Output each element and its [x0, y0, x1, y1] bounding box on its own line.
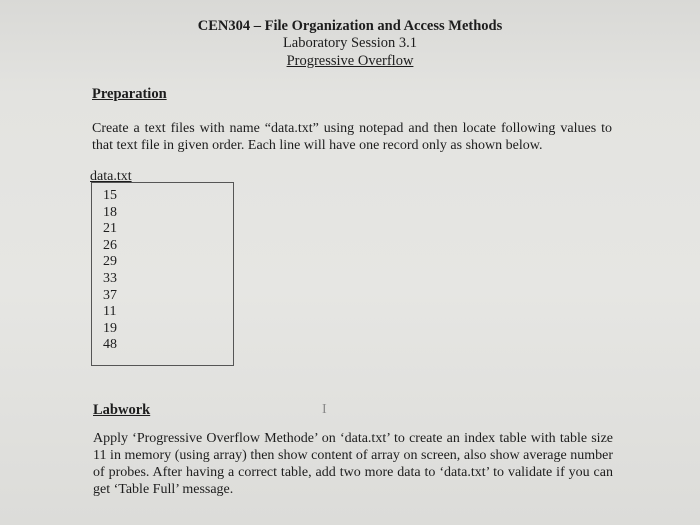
record-item: 29: [103, 254, 117, 270]
record-item: 21: [103, 221, 117, 237]
labwork-heading: Labwork: [93, 402, 151, 418]
record-item: 18: [103, 204, 117, 220]
record-item: 33: [103, 270, 117, 286]
preparation-heading: Preparation: [92, 86, 167, 102]
record-item: 11: [103, 304, 117, 320]
text-cursor-icon: I: [322, 402, 327, 417]
record-item: 19: [103, 320, 117, 336]
data-file-box: [91, 182, 234, 366]
record-item: 48: [103, 337, 117, 353]
record-item: 26: [103, 237, 117, 253]
labwork-paragraph: Apply ‘Progressive Overflow Methode’ on ‘data.txt’ to create an index table with table size 11 in memory (using array) then show content of array on screen, also show average number of probes. After having a correct table, add two more data to ‘data.txt’ to validate if you can get ‘Table Full’ message.: [93, 431, 613, 497]
record-item: 15: [103, 188, 117, 203]
course-title: CEN304 – File Organization and Access Methods: [197, 18, 503, 34]
record-item: 37: [103, 287, 117, 303]
records-list: [103, 188, 117, 354]
session-title: Laboratory Session 3.1: [282, 35, 418, 51]
file-name-label: data.txt: [90, 169, 132, 184]
topic-title: Progressive Overflow: [286, 53, 414, 69]
document-header: [0, 18, 700, 70]
preparation-paragraph: Create a text files with name “data.txt” using notepad and then locate following values to that text file in given order. Each line will have one record only as shown below.: [92, 121, 612, 153]
